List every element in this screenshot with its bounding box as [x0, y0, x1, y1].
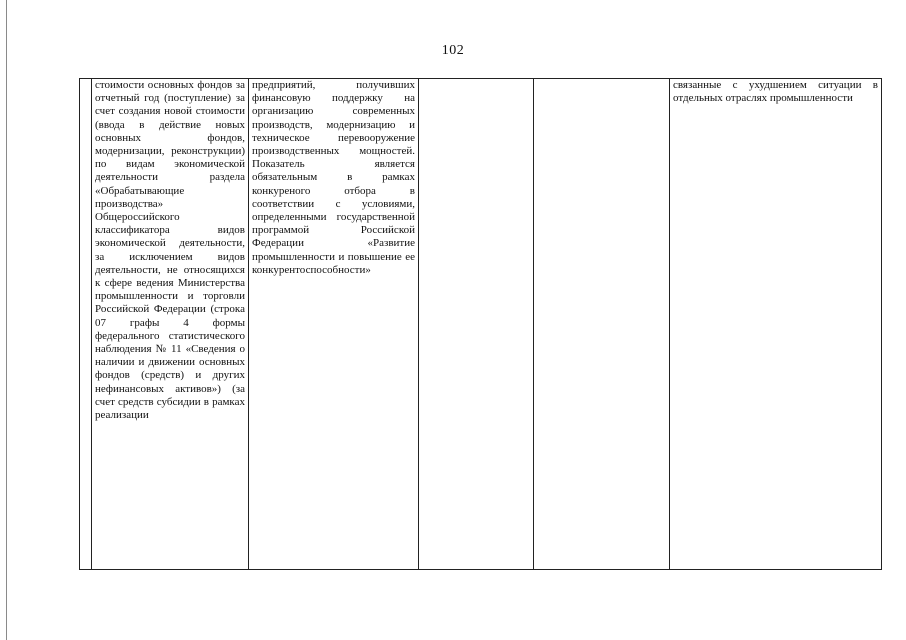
cell-text: предприятий, получивших финансовую поддержку на организацию современных производств, модернизацию и техническое перевооружение производственных мощностей. Показатель является обязательным в рамках конкуреного отбора в соответствии с условиями, определенными государственной программой Российской Федерации «Развитие промышленности и повышение ее конкурентоспособности» [252, 79, 415, 276]
table-cell-empty-1 [419, 79, 534, 570]
cell-text: связанные с ухудшением ситуации в отдельных отраслях промышленности [673, 79, 878, 105]
table-cell-indicator-description [92, 79, 249, 570]
table-cell-justification [249, 79, 419, 570]
cell-text: стоимости основных фондов за отчетный год (поступление) за счет создания новой стоимости (ввода в действие новых основных фондов, модернизации, реконструкции) по видам экономической деятельности раздела «Обрабатывающие производства» Общероссийского классификатора видов экономической деятельности, за исключением видов деятельности, не относящихся к сфере ведения Министерства промышленности и торговли Российской Федерации (строка 07 графы 4 формы федерального статистического наблюдения № 11 «Сведения о наличии и движении основных фондов (средств) и других нефинансовых активов») (за счет средств субсидии в рамках реализации [95, 79, 245, 422]
table-row [80, 79, 882, 570]
indicator-table [79, 78, 882, 570]
page-left-edge-line [6, 0, 7, 640]
table-cell-index [80, 79, 92, 570]
page-number: 102 [441, 43, 465, 58]
table-cell-empty-2 [534, 79, 670, 570]
table-cell-risks [670, 79, 882, 570]
